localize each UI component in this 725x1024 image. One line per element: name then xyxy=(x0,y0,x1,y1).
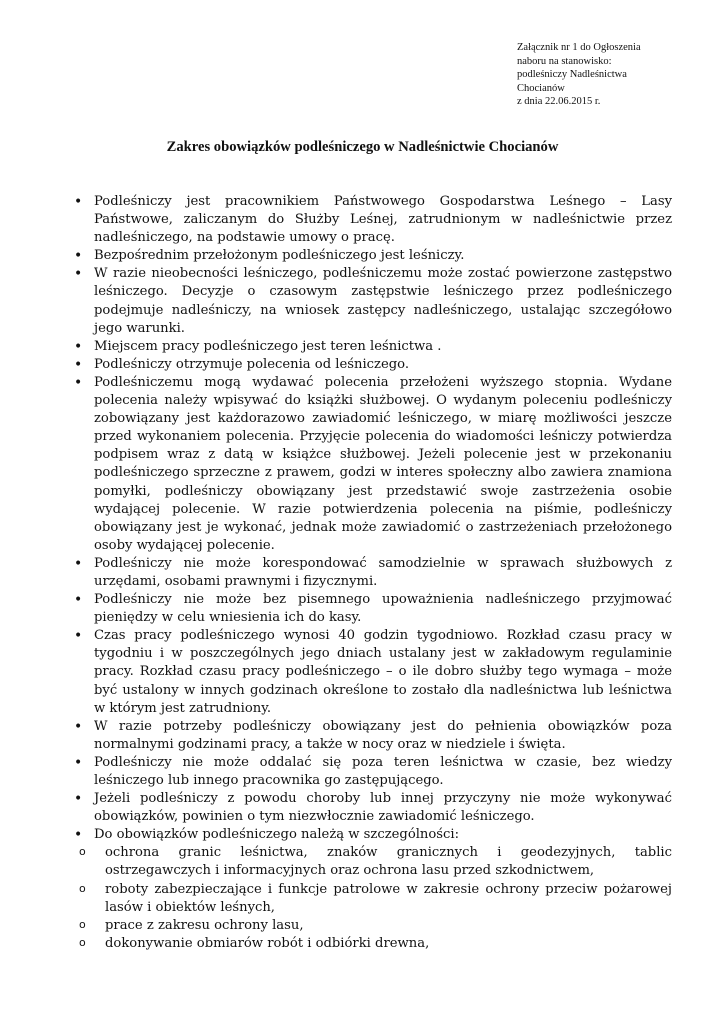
list-item: • Bezpośrednim przełożonym podleśniczego jest leśniczy. xyxy=(94,247,672,265)
annex-line: naboru na stanowisko: xyxy=(517,55,612,67)
list-item: • Podleśniczy nie może bez pisemnego upoważnienia nadleśniczego przyjmować pieniędzy w celu wniesienia ich do kasy. xyxy=(94,591,672,627)
sublist-item: o dokonywanie obmiarów robót i odbiórki drewna, xyxy=(105,935,672,953)
list-item-duties xyxy=(94,826,672,953)
annex-line: Załącznik nr 1 do Ogłoszenia xyxy=(517,42,641,53)
sublist-item: o roboty zabezpieczające i funkcje patrolowe w zakresie ochrony przeciw pożarowej lasów i obiektów leśnych, xyxy=(105,881,672,917)
annex-line: podleśniczy Nadleśnictwa xyxy=(517,69,627,81)
list-item: • W razie nieobecności leśniczego, podleśniczemu może zostać powierzone zastępstwo leśniczego. Decyzje o czasowym zastępstwie leśniczego przez podleśniczego podejmuje nadleśniczy, na wniosek zastępcy nadleśniczego, ustalając szczegółowo jego warunki. xyxy=(94,265,672,337)
sublist-item: o prace z zakresu ochrony lasu, xyxy=(105,917,672,935)
list-item: • Czas pracy podleśniczego wynosi 40 godzin tygodniowo. Rozkład czasu pracy w tygodniu i w poszczególnych jego dniach ustalany jest w zakładowym regulaminie pracy. Rozkład czasu pracy podleśniczego – o ile dobro służby tego wymaga – może być ustalony w innych godzinach określone to zostało dla nadleśnictwa lub leśnictwa w którym jest zatrudniony. xyxy=(94,627,672,717)
list-item: • Podleśniczy nie może korespondować samodzielnie w sprawach służbowych z urzędami, osobami prawnymi i fizycznymi. xyxy=(94,555,672,591)
list-item: • Jeżeli podleśniczy z powodu choroby lub innej przyczyny nie może wykonywać obowiązków, powinien o tym niezwłocznie zawiadomić leśniczego. xyxy=(94,790,672,826)
list-item: • Podleśniczemu mogą wydawać polecenia przełożeni wyższego stopnia. Wydane polecenia należy wpisywać do książki służbowej. O wydanym poleceniu podleśniczy zobowiązany jest każdorazowo zawiadomić leśniczego, w miarę możliwości jeszcze przed wykonaniem polecenia. Przyjęcie polecenia do wiadomości leśniczy potwierdza podpisem wraz z datą w książce służbowej. Jeżeli polecenie jest w przekonaniu podleśniczego sprzeczne z prawem, godzi w interes społeczny albo zawiera znamiona pomyłki, podleśniczy obowiązany jest przedstawić swoje zastrzeżenia osobie wydającej polecenie. W razie potwierdzenia polecenia na piśmie, podleśniczy obowiązany jest je wykonać, jednak może zawiadomić o zastrzeżeniach przełożonego osoby wydającej polecenie. xyxy=(94,374,672,555)
document-title: Zakres obowiązków podleśniczego w Nadleśnictwie Chocianów xyxy=(166,139,559,155)
annex-note xyxy=(517,41,717,109)
sublist-item: o ochrona granic leśnictwa, znaków granicznych i geodezyjnych, tablic ostrzegawczych i informacyjnych oraz ochrona lasu przed szkodnictwem, xyxy=(105,844,672,880)
list-item: • W razie potrzeby podleśniczy obowiązany jest do pełnienia obowiązków poza normalnymi godzinami pracy, a także w nocy oraz w niedziele i święta. xyxy=(94,718,672,754)
list-item: • Miejscem pracy podleśniczego jest teren leśnictwa . xyxy=(94,338,672,356)
list-item: • Podleśniczy nie może oddalać się poza teren leśnictwa w czasie, bez wiedzy leśniczego lub innego pracownika go zastępującego. xyxy=(94,754,672,790)
annex-line: z dnia 22.06.2015 r. xyxy=(517,96,601,108)
list-item: • Podleśniczy otrzymuje polecenia od leśniczego. xyxy=(94,356,672,374)
duties-list xyxy=(94,193,672,953)
list-item: • Podleśniczy jest pracownikiem Państwowego Gospodarstwa Leśnego – Lasy Państwowe, zaliczanym do Służby Leśnej, zatrudnionym w nadleśnictwie przez nadleśniczego, na podstawie umowy o pracę. xyxy=(94,193,672,247)
annex-line: Chocianów xyxy=(517,82,565,94)
duties-intro: • Do obowiązków podleśniczego należą w szczególności: xyxy=(94,827,460,843)
duties-sublist xyxy=(94,844,672,953)
